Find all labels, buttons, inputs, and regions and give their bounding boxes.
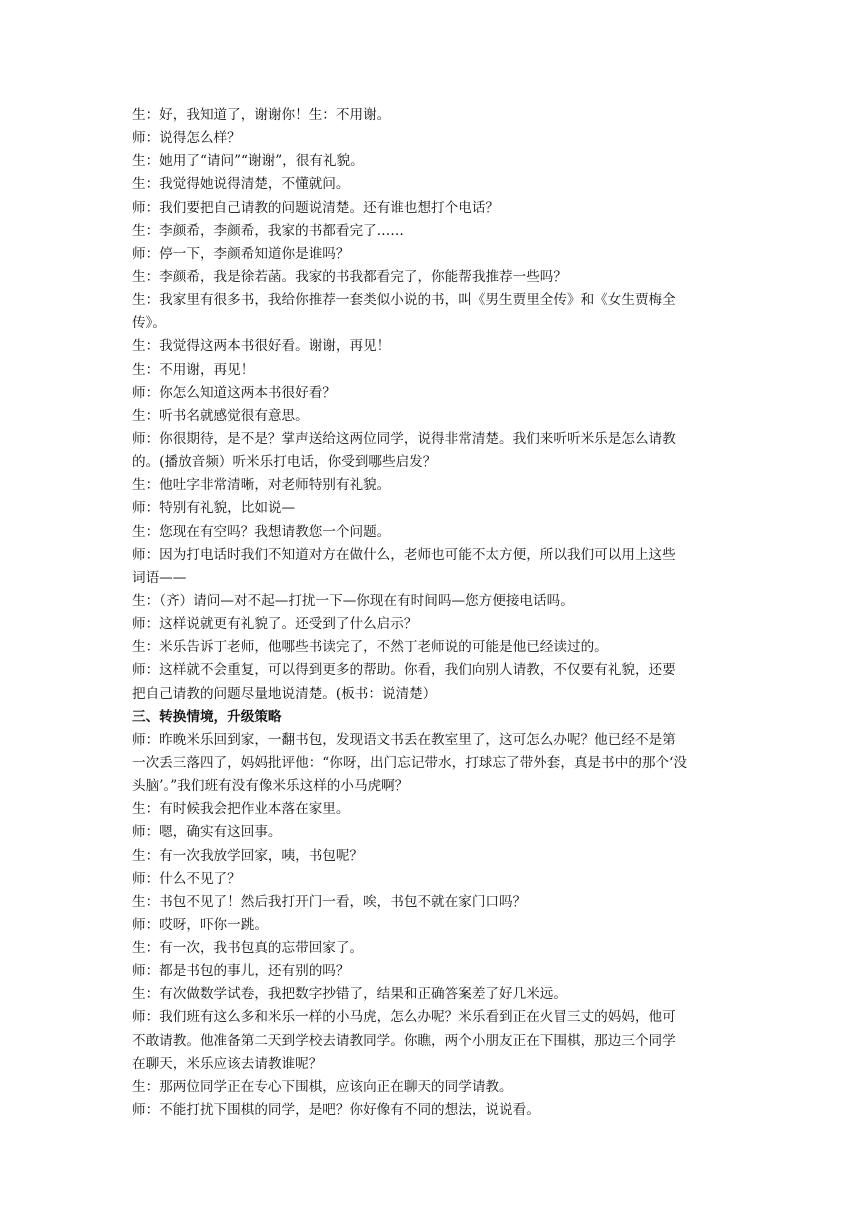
text-line: 不敢请教。他准备第二天到学校去请教同学。你瞧，两个小朋友正在下围棋，那边三个同学 [132,1032,676,1049]
text-line: 把自己请教的问题尽量地说清楚。(板书：说清楚） [132,685,437,702]
text-line: 生：她用了“请问”“谢谢”，很有礼貌。 [132,153,364,170]
text-line: 生：那两位同学正在专心下围棋，应该向正在聊天的同学请教。 [132,1078,513,1095]
text-line: 生：不用谢，再见！ [132,361,255,378]
text-line: 生：李颜希，我是徐若菡。我家的书我都看完了，你能帮我推荐一些吗？ [132,268,567,285]
text-line: 师：这样就不会重复，可以得到更多的帮助。你看，我们向别人请教，不仅要有礼貌，还要 [132,662,676,679]
text-line: 生：听书名就感觉很有意思。 [132,407,309,424]
text-line: 师：我们班有这么多和米乐一样的小马虎，怎么办呢？米乐看到正在火冒三丈的妈妈，他可 [132,1009,676,1026]
text-line: 师：什么不见了？ [132,870,241,887]
text-line: 师：嗯，确实有这回事。 [132,824,282,841]
text-line: 一次丢三落四了，妈妈批评他：“你呀，出门忘记带水，打球忘了带外套，真是书中的那个‘没 [132,754,688,771]
text-line: 生：有时候我会把作业本落在家里。 [132,801,350,818]
text-line: 词语—— [132,569,187,586]
text-line: 生：李颜希，李颜希，我家的书都看完了…… [132,222,404,239]
text-line: 师：哎呀，吓你一跳。 [132,916,268,933]
document-page [132,104,732,1122]
text-line: 师：你怎么知道这两本书很好看？ [132,384,336,401]
text-line: 传》。 [132,315,166,332]
text-line: 生：书包不见了！然后我打开门一看，唉，书包不就在家门口吗？ [132,893,527,910]
section-heading: 三、转换情境，升级策略 [132,708,282,725]
text-line: 生：好，我知道了，谢谢你！生：不用谢。 [132,107,391,123]
text-line: 师：说得怎么样？ [132,130,241,147]
text-line: 生：有一次，我书包真的忘带回家了。 [132,940,364,957]
text-line: 师：因为打电话时我们不知道对方在做什么，老师也可能不太方便，所以我们可以用上这些 [132,546,676,563]
text-line: 生：我家里有很多书，我给你推荐一套类似小说的书，叫《男生贾里全传》和《女生贾梅全 [132,292,676,309]
text-line: 师：这样说就更有礼貌了。还受到了什么启示？ [132,616,418,633]
text-line: 师：不能打扰下围棋的同学，是吧？你好像有不同的想法，说说看。 [132,1102,540,1119]
text-line: 生：米乐告诉丁老师，他哪些书读完了，不然丁老师说的可能是他已经读过的。 [132,639,608,656]
text-line: 生：有一次我放学回家，咦，书包呢？ [132,847,364,864]
text-line: 师：你很期待，是不是？掌声送给这两位同学，说得非常清楚。我们来听听米乐是怎么请教 [132,430,676,447]
text-line: 头脑’。”我们班有没有像米乐这样的小马虎啊？ [132,778,409,795]
text-line: 生：有次做数学试卷，我把数字抄错了，结果和正确答案差了好几米远。 [132,986,567,1003]
text-line: 生：他吐字非常清晰，对老师特别有礼貌。 [132,477,391,494]
text-line: 生：您现在有空吗？我想请教您一个问题。 [132,523,391,540]
text-line: 师：停一下，李颜希知道你是谁吗？ [132,245,350,262]
text-line: 师：我们要把自己请教的问题说清楚。还有谁也想打个电话？ [132,199,500,216]
text-line: 在聊天，米乐应该去请教谁呢？ [132,1055,323,1072]
text-line: 师：昨晚米乐回到家，一翻书包，发现语文书丢在教室里了，这可怎么办呢？他已经不是第 [132,731,676,748]
text-line: 生：我觉得这两本书很好看。谢谢，再见！ [132,338,391,355]
text-line: 的。(播放音频）听米乐打电话，你受到哪些启发？ [132,454,437,471]
text-line: 生：我觉得她说得清楚，不懂就问。 [132,176,350,193]
text-line: 师：特别有礼貌，比如说— [132,500,296,517]
text-line: 师：都是书包的事儿，还有别的吗？ [132,963,350,980]
text-line: 生：（齐）请问—对不起—打扰一下—你现在有时间吗—您方便接电话吗。 [132,592,574,609]
